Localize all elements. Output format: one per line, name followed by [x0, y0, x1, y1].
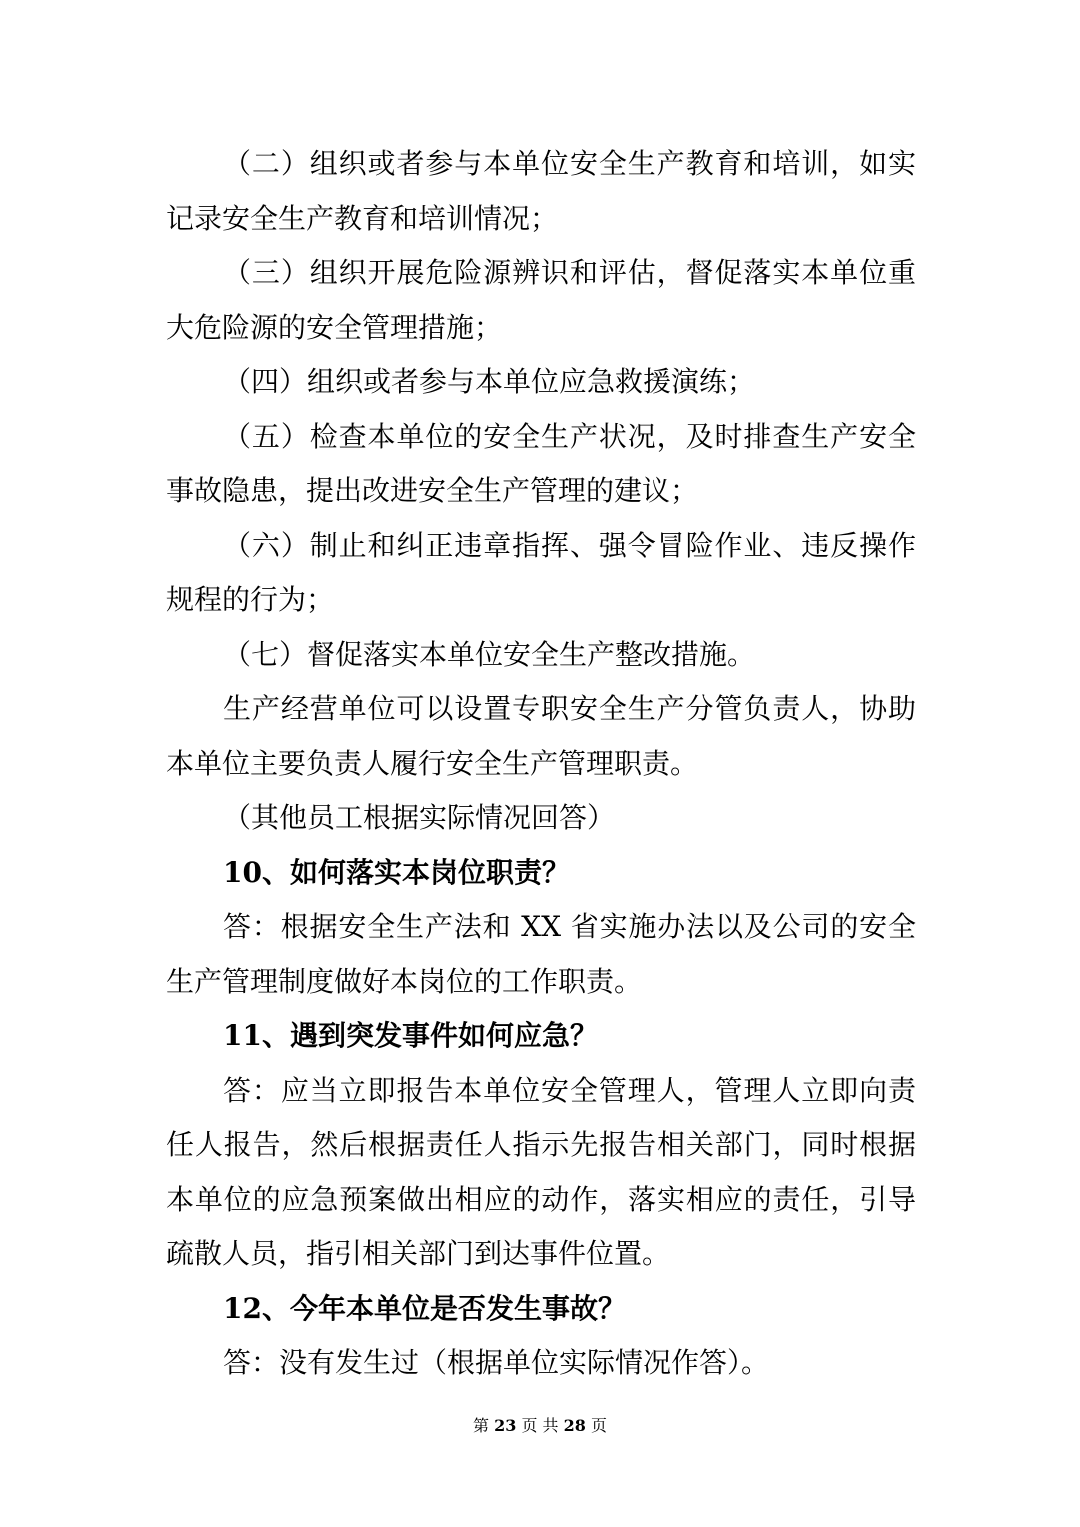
paragraph-line: 疏散人员，指引相关部门到达事件位置。 — [166, 1237, 671, 1270]
paragraph-line: 生产经营单位可以设置专职安全生产分管负责人，协助 — [223, 692, 916, 725]
paragraph-line: 本单位的应急预案做出相应的动作，落实相应的责任，引导 — [166, 1182, 916, 1216]
paragraph-line: （四）组织或者参与本单位应急救援演练； — [223, 365, 756, 398]
paragraph-line: （七）督促落实本单位安全生产整改措施。 — [223, 637, 756, 671]
paragraph-line: 记录安全生产教育和培训情况； — [166, 201, 559, 235]
paragraph-line: 生产管理制度做好本岗位的工作职责。 — [166, 964, 643, 998]
footer-middle: 页 共 — [521, 1416, 559, 1435]
page-footer — [0, 1416, 1080, 1436]
paragraph-line: （其他员工根据实际情况回答） — [223, 801, 616, 834]
paragraph-line: 本单位主要负责人履行安全生产管理职责。 — [166, 746, 699, 780]
paragraph-line: （三）组织开展危险源辨识和评估，督促落实本单位重 — [223, 256, 916, 289]
question-heading: 10、如何落实本岗位职责？ — [223, 855, 570, 889]
paragraph-line: 答：没有发生过（根据单位实际情况作答）。 — [223, 1346, 770, 1379]
paragraph-line: 任人报告，然后根据责任人指示先报告相关部门，同时根据 — [166, 1128, 916, 1161]
document-body — [166, 137, 916, 1391]
paragraph-line: 事故隐患，提出改进安全生产管理的建议； — [166, 474, 699, 507]
footer-prefix: 第 — [472, 1416, 489, 1435]
paragraph-line: 答：应当立即报告本单位安全管理人，管理人立即向责 — [223, 1073, 916, 1107]
total-page-number: 28 — [563, 1416, 586, 1435]
paragraph-line: 规程的行为； — [166, 583, 335, 616]
footer-suffix: 页 — [591, 1416, 608, 1435]
question-heading: 12、今年本单位是否发生事故？ — [223, 1291, 626, 1325]
paragraph-line: （六）制止和纠正违章指挥、强令冒险作业、违反操作 — [223, 528, 916, 562]
paragraph-line: 答：根据安全生产法和 XX 省实施办法以及公司的安全 — [223, 910, 916, 943]
current-page-number: 23 — [494, 1416, 517, 1435]
question-heading: 11、遇到突发事件如何应急？ — [223, 1019, 598, 1052]
paragraph-line: （五）检查本单位的安全生产状况，及时排查生产安全 — [223, 419, 916, 453]
paragraph-line: （二）组织或者参与本单位安全生产教育和培训，如实 — [223, 147, 916, 180]
paragraph-line: 大危险源的安全管理措施； — [166, 310, 503, 344]
